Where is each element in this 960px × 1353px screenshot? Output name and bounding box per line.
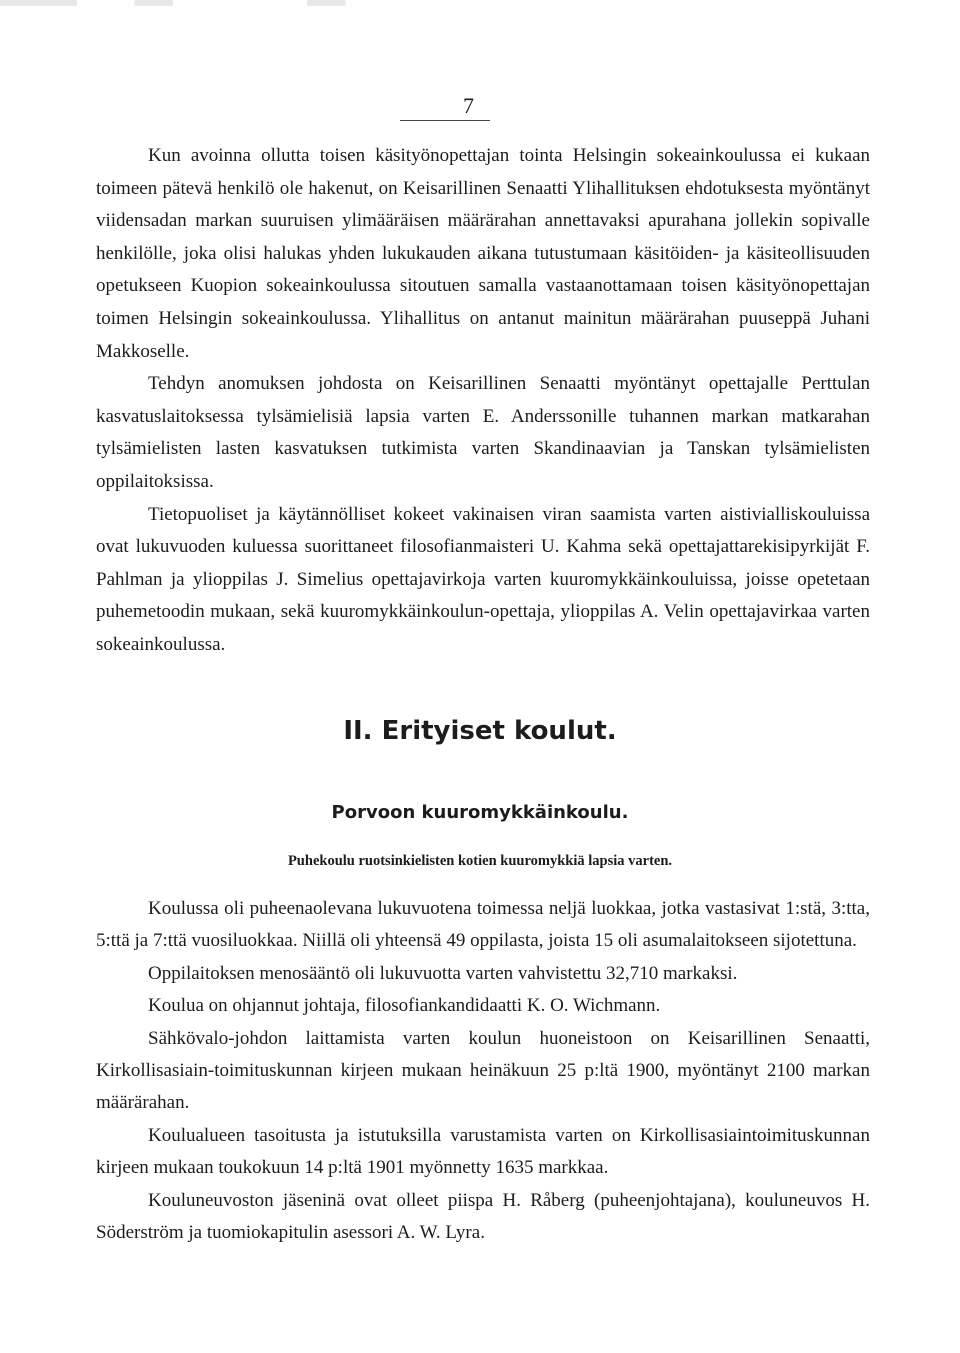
- paragraph: Koulua on ohjannut johtaja, filosofiankandidaatti K. O. Wichmann.: [148, 995, 661, 1017]
- paragraph: Kun avoinna ollutta toisen käsityönopettajan tointa Helsingin sokeainkoulussa ei kukaan toimeen pätevä henkilö ole hakenut, on Keisarillinen Senaatti Ylihallituksen ehdotuksesta myöntänyt viidensadan markan suuruisen ylimääräisen määrärahan annettavaksi apurahana jollekin sopivalle henkilölle, joka olisi halukas yhden lukukauden aikana tutustumaan käsitöiden- ja käsiteollisuuden opetukseen Kuopion sokeainkoulussa sitoutuen samalla vastaanottamaan toisen käsityönopettajan toimen Helsingin sokeainkoulussa. Ylihallitus on antanut mainitun määrärahan puuseppä Juhani Makkoselle.: [96, 145, 870, 362]
- paragraph: Koulualueen tasoitusta ja istutuksilla varustamista varten on Kirkollisasiaintoimituskunnan kirjeen mukaan toukokuun 14 p:ltä 1901 myönnetty 1635 markkaa.: [96, 1124, 870, 1179]
- paragraph: Koulussa oli puheenaolevana lukuvuotena toimessa neljä luokkaa, jotka vastasivat 1:stä, 3:tta, 5:ttä ja 7:ttä vuosiluokkaa. Niillä oli yhteensä 49 oppilasta, joista 15 oli asumalaitokseen sijotettuna.: [96, 898, 870, 952]
- paragraph: Kouluneuvoston jäseninä ovat olleet piispa H. Råberg (puheenjohtajana), kouluneuvos H. Söderström ja tuomiokapitulin asessori A. W. Lyra.: [96, 1189, 870, 1244]
- page-number: 7: [463, 93, 474, 118]
- paragraph: Oppilaitoksen menosääntö oli lukuvuotta varten vahvistettu 32,710 markaksi.: [148, 962, 738, 984]
- paragraph: Tehdyn anomuksen johdosta on Keisarillinen Senaatti myöntänyt opettajalle Perttulan kasvatuslaitoksessa tylsämielisiä lapsia varten E. Anderssonille tuhannen markan matkarahan tylsämielisten lasten kasvatuksen tutkimista varten Skandinaavian ja Tanskan tylsämielisten oppilaitoksissa.: [96, 373, 870, 492]
- section-2-text: [96, 893, 870, 1249]
- paragraph: Sähkövalo-johdon laittamista varten koulun huoneistoon on Keisarillinen Senaatti, Kirkollisasiain-toimituskunnan kirjeen mukaan heinäkuun 25 p:ltä 1900, myöntänyt 2100 markan määrärahan.: [96, 1027, 870, 1114]
- scan-edge-artifact: [0, 0, 960, 6]
- section-1-text: [96, 140, 870, 662]
- section-heading: II. Erityiset koulut.: [343, 716, 617, 746]
- paragraph: Tietopuoliset ja käytännölliset kokeet vakinaisen viran saamista varten aistivialliskouluissa ovat lukuvuoden kuluessa suorittaneet filosofianmaisteri U. Kahma sekä opettajattarekisipyrkijät F. Pahlman ja ylioppilas J. Simelius opettajavirkoja varten kuuromykkäinkouluissa, joisse opetetaan puhemetoodin mukaan, sekä kuuromykkäinkoulun-opettaja, ylioppilas A. Velin opettajavirkaa varten sokeainkoulussa.: [96, 503, 870, 655]
- page-number-rule: [400, 120, 490, 121]
- school-heading: Porvoon kuuromykkäinkoulu.: [331, 802, 629, 823]
- school-tagline: Puhekoulu ruotsinkielisten kotien kuuromykkiä lapsia varten.: [287, 853, 673, 869]
